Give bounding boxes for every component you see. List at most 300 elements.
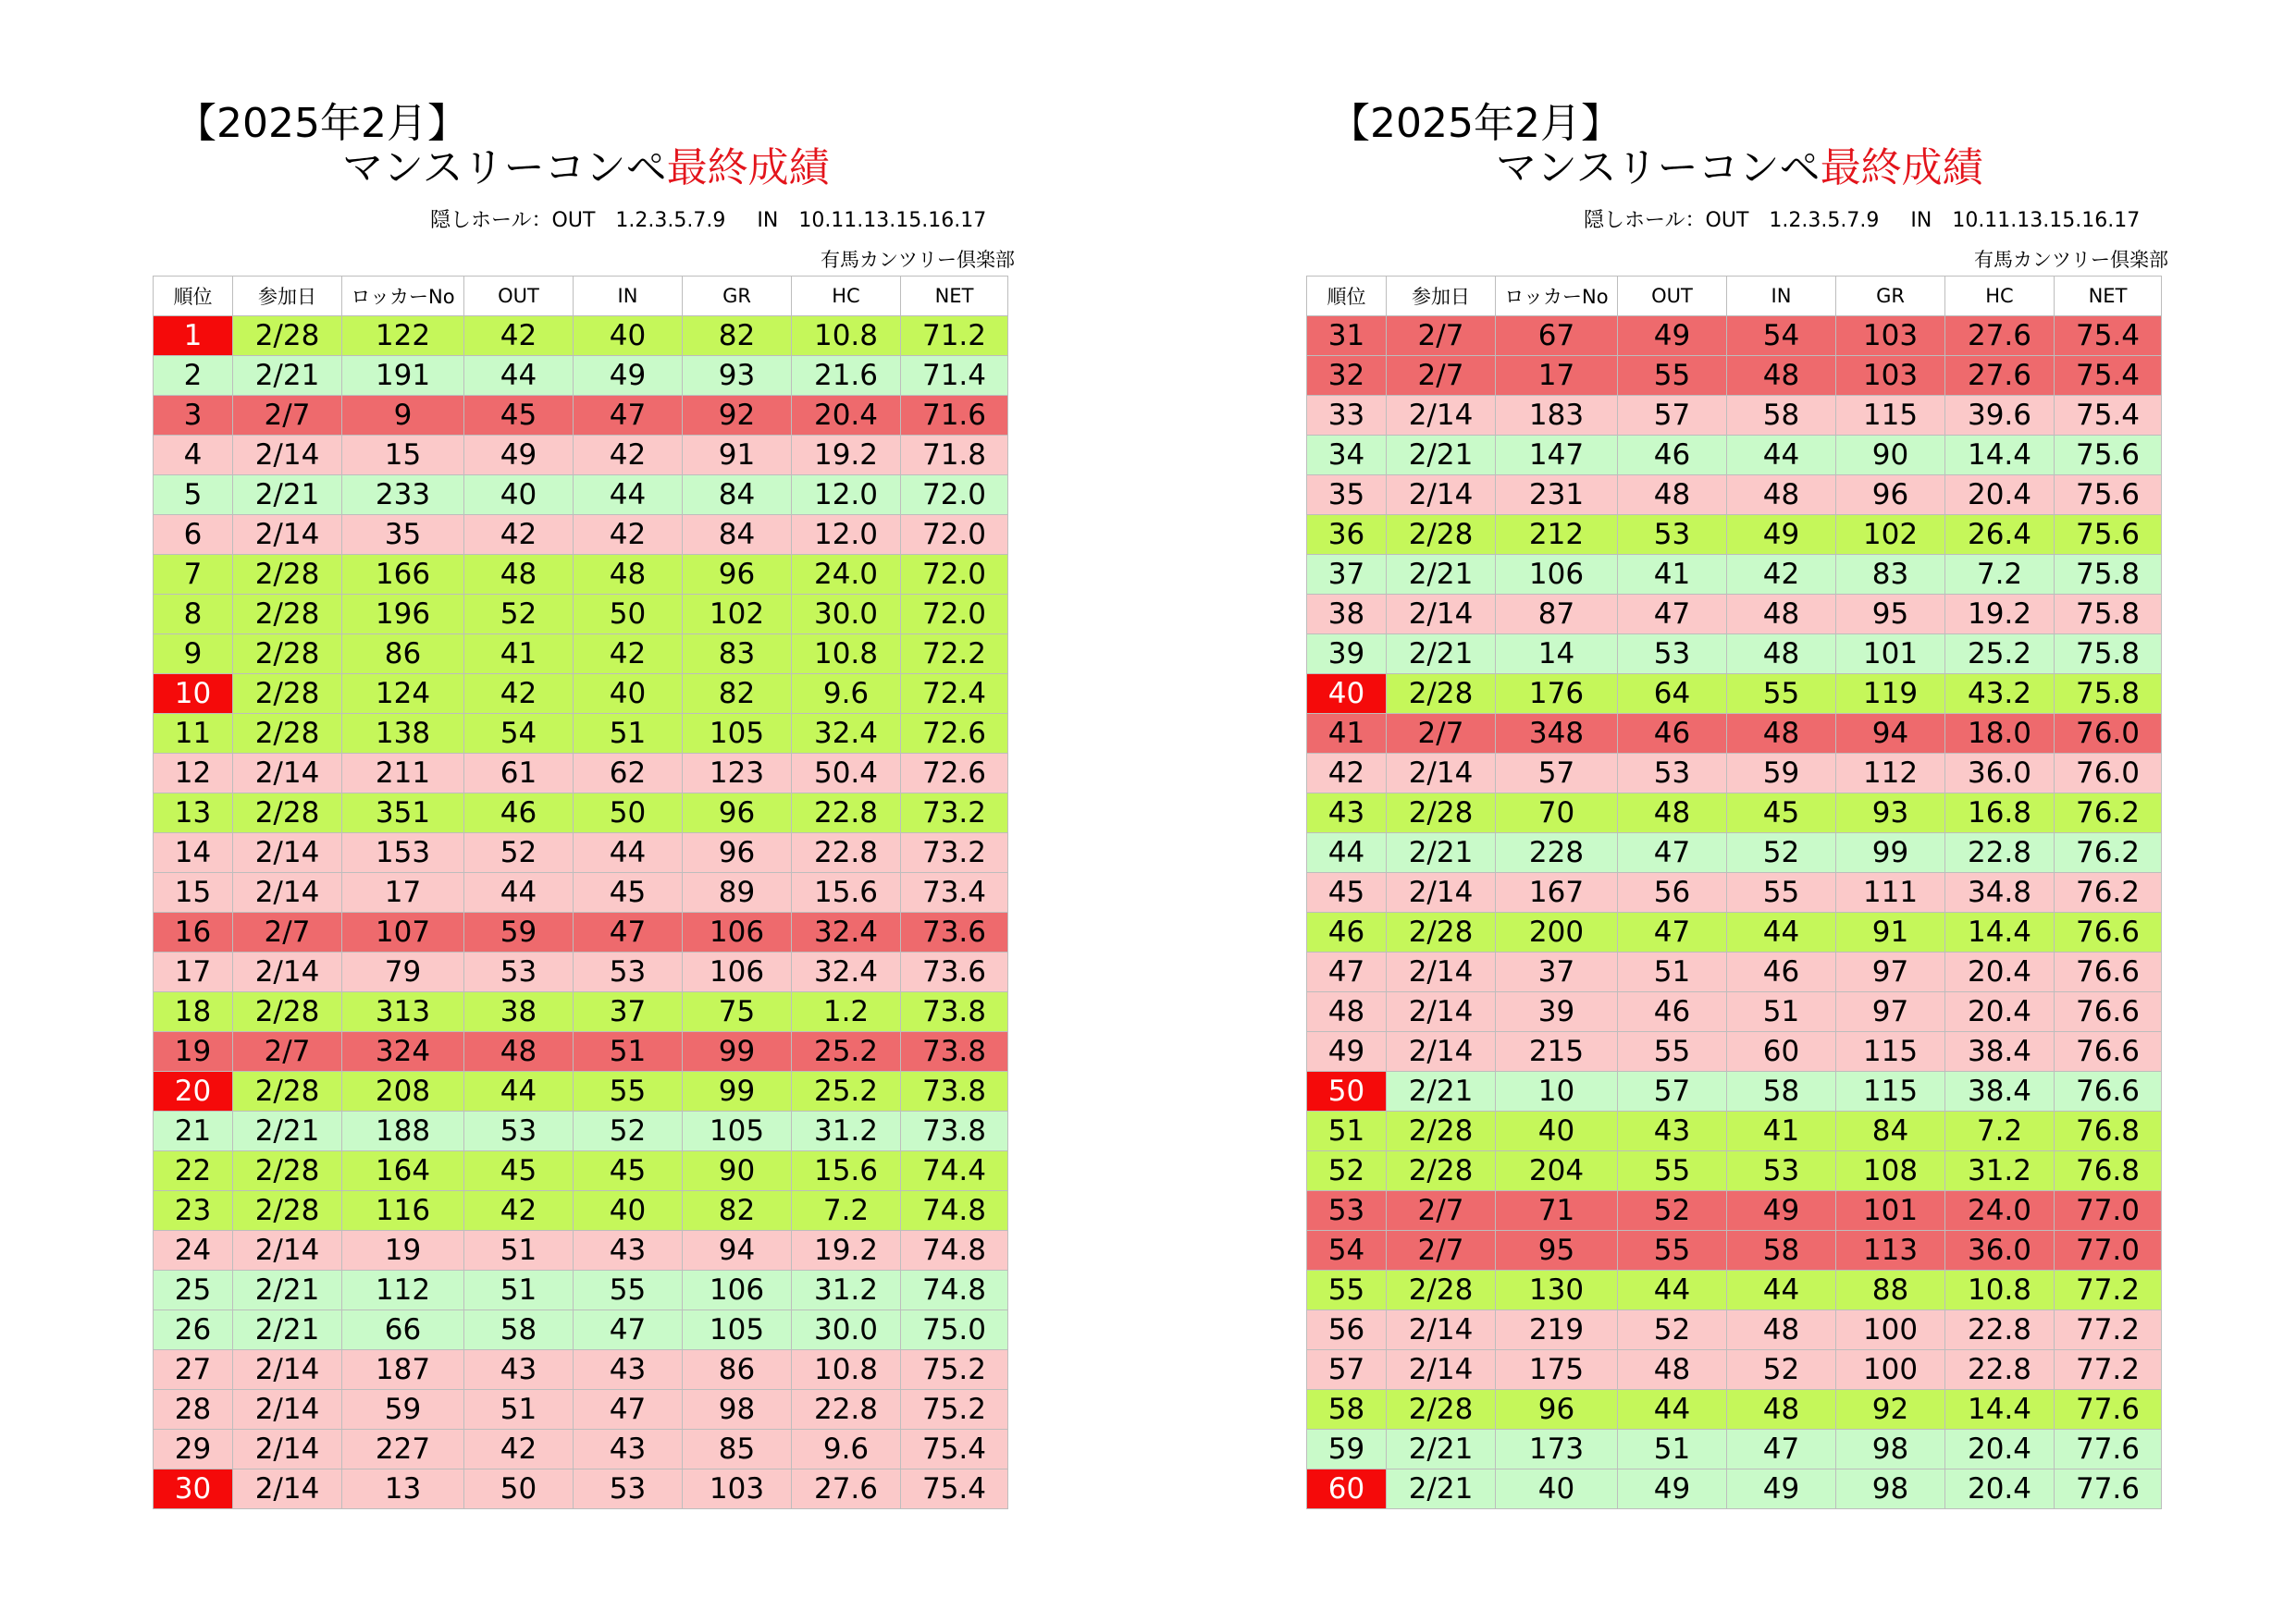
table-row bbox=[154, 1072, 1008, 1112]
cell-hc: 16.8 bbox=[1945, 793, 2055, 833]
cell-hc: 10.8 bbox=[792, 1350, 901, 1390]
cell-date: 2/21 bbox=[233, 1271, 342, 1310]
cell-net: 76.2 bbox=[2055, 833, 2162, 873]
cell-date: 2/28 bbox=[233, 555, 342, 595]
cell-rank: 52 bbox=[1307, 1151, 1387, 1191]
table-row bbox=[1307, 714, 2162, 754]
cell-in: 47 bbox=[1727, 1430, 1836, 1469]
table-row bbox=[1307, 1191, 2162, 1231]
cell-out: 56 bbox=[1618, 873, 1727, 913]
title-highlight: 最終成績 bbox=[666, 144, 830, 191]
cell-rank: 40 bbox=[1307, 674, 1387, 714]
cell-gr: 85 bbox=[683, 1430, 792, 1469]
table-row bbox=[1307, 1032, 2162, 1072]
cell-gr: 82 bbox=[683, 1191, 792, 1231]
cell-gr: 91 bbox=[683, 436, 792, 475]
cell-net: 76.6 bbox=[2055, 953, 2162, 992]
cell-gr: 115 bbox=[1836, 1032, 1945, 1072]
cell-date: 2/21 bbox=[1387, 833, 1496, 873]
cell-gr: 101 bbox=[1836, 634, 1945, 674]
cell-out: 42 bbox=[464, 674, 574, 714]
cell-hc: 7.2 bbox=[1945, 1112, 2055, 1151]
cell-date: 2/14 bbox=[233, 833, 342, 873]
cell-gr: 84 bbox=[1836, 1112, 1945, 1151]
cell-date: 2/7 bbox=[1387, 1231, 1496, 1271]
cell-gr: 106 bbox=[683, 953, 792, 992]
table-row bbox=[1307, 674, 2162, 714]
table-row bbox=[1307, 1112, 2162, 1151]
cell-gr: 83 bbox=[1836, 555, 1945, 595]
cell-rank: 36 bbox=[1307, 515, 1387, 555]
cell-net: 76.2 bbox=[2055, 873, 2162, 913]
cell-in: 55 bbox=[1727, 873, 1836, 913]
table-row bbox=[1307, 555, 2162, 595]
cell-hc: 30.0 bbox=[792, 1310, 901, 1350]
cell-hc: 34.8 bbox=[1945, 873, 2055, 913]
cell-hc: 22.8 bbox=[792, 1390, 901, 1430]
cell-rank: 49 bbox=[1307, 1032, 1387, 1072]
cell-rank: 4 bbox=[154, 436, 233, 475]
cell-rank: 3 bbox=[154, 396, 233, 436]
cell-in: 47 bbox=[574, 1310, 683, 1350]
cell-out: 50 bbox=[464, 1469, 574, 1509]
cell-hc: 18.0 bbox=[1945, 714, 2055, 754]
cell-out: 46 bbox=[1618, 436, 1727, 475]
cell-locker: 57 bbox=[1496, 754, 1618, 793]
cell-net: 75.4 bbox=[901, 1430, 1008, 1469]
cell-gr: 92 bbox=[1836, 1390, 1945, 1430]
table-row bbox=[154, 316, 1008, 356]
cell-date: 2/28 bbox=[1387, 1151, 1496, 1191]
title-text: マンスリーコンペ bbox=[342, 144, 667, 191]
cell-date: 2/14 bbox=[233, 1231, 342, 1271]
table-row bbox=[1307, 595, 2162, 634]
hidden-holes-in: IN 10.11.13.15.16.17 bbox=[1910, 209, 2141, 232]
cell-in: 40 bbox=[574, 674, 683, 714]
cell-gr: 92 bbox=[683, 396, 792, 436]
table-row bbox=[154, 953, 1008, 992]
cell-out: 61 bbox=[464, 754, 574, 793]
cell-in: 43 bbox=[574, 1430, 683, 1469]
cell-rank: 47 bbox=[1307, 953, 1387, 992]
cell-out: 53 bbox=[1618, 515, 1727, 555]
cell-hc: 1.2 bbox=[792, 992, 901, 1032]
cell-in: 44 bbox=[1727, 913, 1836, 953]
cell-locker: 219 bbox=[1496, 1310, 1618, 1350]
header-locker: ロッカーNo bbox=[342, 277, 464, 316]
cell-locker: 351 bbox=[342, 793, 464, 833]
cell-locker: 208 bbox=[342, 1072, 464, 1112]
cell-date: 2/28 bbox=[233, 595, 342, 634]
cell-gr: 89 bbox=[683, 873, 792, 913]
cell-net: 75.4 bbox=[2055, 356, 2162, 396]
cell-gr: 96 bbox=[1836, 475, 1945, 515]
cell-date: 2/14 bbox=[233, 1390, 342, 1430]
title-text: マンスリーコンペ bbox=[1496, 144, 1821, 191]
cell-hc: 22.8 bbox=[792, 793, 901, 833]
cell-out: 46 bbox=[464, 793, 574, 833]
cell-net: 77.2 bbox=[2055, 1271, 2162, 1310]
cell-gr: 98 bbox=[1836, 1469, 1945, 1509]
table-row bbox=[154, 1310, 1008, 1350]
cell-date: 2/14 bbox=[233, 515, 342, 555]
cell-in: 58 bbox=[1727, 1231, 1836, 1271]
cell-in: 51 bbox=[1727, 992, 1836, 1032]
cell-in: 55 bbox=[574, 1072, 683, 1112]
cell-in: 58 bbox=[1727, 1072, 1836, 1112]
cell-net: 72.4 bbox=[901, 674, 1008, 714]
cell-net: 72.0 bbox=[901, 555, 1008, 595]
cell-out: 46 bbox=[1618, 992, 1727, 1032]
cell-in: 44 bbox=[1727, 436, 1836, 475]
table-row bbox=[1307, 953, 2162, 992]
table-row bbox=[1307, 873, 2162, 913]
cell-rank: 14 bbox=[154, 833, 233, 873]
cell-gr: 113 bbox=[1836, 1231, 1945, 1271]
cell-net: 71.6 bbox=[901, 396, 1008, 436]
cell-locker: 116 bbox=[342, 1191, 464, 1231]
cell-locker: 313 bbox=[342, 992, 464, 1032]
cell-gr: 99 bbox=[1836, 833, 1945, 873]
cell-in: 49 bbox=[1727, 515, 1836, 555]
cell-date: 2/28 bbox=[1387, 793, 1496, 833]
cell-locker: 13 bbox=[342, 1469, 464, 1509]
cell-net: 72.0 bbox=[901, 595, 1008, 634]
cell-net: 72.0 bbox=[901, 515, 1008, 555]
cell-rank: 45 bbox=[1307, 873, 1387, 913]
table-row bbox=[1307, 1072, 2162, 1112]
cell-rank: 18 bbox=[154, 992, 233, 1032]
cell-gr: 97 bbox=[1836, 992, 1945, 1032]
cell-locker: 324 bbox=[342, 1032, 464, 1072]
cell-date: 2/14 bbox=[233, 1350, 342, 1390]
cell-out: 45 bbox=[464, 1151, 574, 1191]
cell-in: 44 bbox=[574, 475, 683, 515]
cell-date: 2/7 bbox=[1387, 1191, 1496, 1231]
cell-in: 54 bbox=[1727, 316, 1836, 356]
hidden-holes-info bbox=[430, 204, 986, 233]
results-panel-left bbox=[153, 0, 1041, 1623]
cell-net: 77.2 bbox=[2055, 1310, 2162, 1350]
table-row bbox=[154, 992, 1008, 1032]
cell-in: 47 bbox=[574, 1390, 683, 1430]
cell-rank: 5 bbox=[154, 475, 233, 515]
cell-locker: 9 bbox=[342, 396, 464, 436]
cell-net: 75.4 bbox=[2055, 316, 2162, 356]
cell-out: 49 bbox=[1618, 1469, 1727, 1509]
cell-net: 73.8 bbox=[901, 992, 1008, 1032]
cell-net: 76.0 bbox=[2055, 754, 2162, 793]
cell-in: 51 bbox=[574, 714, 683, 754]
cell-net: 76.8 bbox=[2055, 1151, 2162, 1191]
cell-rank: 48 bbox=[1307, 992, 1387, 1032]
header-locker: ロッカーNo bbox=[1496, 277, 1618, 316]
cell-out: 51 bbox=[464, 1231, 574, 1271]
cell-locker: 227 bbox=[342, 1430, 464, 1469]
header-hc: HC bbox=[1945, 277, 2055, 316]
table-row bbox=[1307, 356, 2162, 396]
table-row bbox=[1307, 913, 2162, 953]
cell-in: 52 bbox=[1727, 833, 1836, 873]
cell-net: 75.6 bbox=[2055, 436, 2162, 475]
table-row bbox=[154, 1151, 1008, 1191]
cell-locker: 96 bbox=[1496, 1390, 1618, 1430]
table-row bbox=[1307, 1231, 2162, 1271]
cell-hc: 19.2 bbox=[792, 1231, 901, 1271]
header-date: 参加日 bbox=[1387, 277, 1496, 316]
cell-gr: 105 bbox=[683, 714, 792, 754]
cell-hc: 10.8 bbox=[1945, 1271, 2055, 1310]
cell-net: 73.4 bbox=[901, 873, 1008, 913]
cell-gr: 96 bbox=[683, 555, 792, 595]
cell-net: 74.4 bbox=[901, 1151, 1008, 1191]
cell-rank: 27 bbox=[154, 1350, 233, 1390]
cell-in: 47 bbox=[574, 396, 683, 436]
cell-rank: 59 bbox=[1307, 1430, 1387, 1469]
cell-rank: 2 bbox=[154, 356, 233, 396]
table-row bbox=[1307, 793, 2162, 833]
cell-locker: 10 bbox=[1496, 1072, 1618, 1112]
cell-in: 47 bbox=[574, 913, 683, 953]
table-row bbox=[154, 515, 1008, 555]
cell-in: 51 bbox=[574, 1032, 683, 1072]
cell-rank: 6 bbox=[154, 515, 233, 555]
cell-out: 47 bbox=[1618, 913, 1727, 953]
cell-gr: 115 bbox=[1836, 396, 1945, 436]
cell-in: 50 bbox=[574, 793, 683, 833]
cell-net: 73.6 bbox=[901, 913, 1008, 953]
cell-locker: 167 bbox=[1496, 873, 1618, 913]
cell-gr: 94 bbox=[1836, 714, 1945, 754]
cell-in: 53 bbox=[574, 953, 683, 992]
cell-hc: 32.4 bbox=[792, 714, 901, 754]
cell-locker: 173 bbox=[1496, 1430, 1618, 1469]
cell-hc: 7.2 bbox=[792, 1191, 901, 1231]
cell-gr: 94 bbox=[683, 1231, 792, 1271]
cell-net: 71.2 bbox=[901, 316, 1008, 356]
cell-hc: 43.2 bbox=[1945, 674, 2055, 714]
cell-out: 55 bbox=[1618, 1231, 1727, 1271]
cell-hc: 21.6 bbox=[792, 356, 901, 396]
cell-gr: 102 bbox=[1836, 515, 1945, 555]
hidden-holes-in: IN 10.11.13.15.16.17 bbox=[757, 209, 987, 232]
club-name: 有馬カンツリー倶楽部 bbox=[1974, 249, 2168, 271]
cell-net: 75.2 bbox=[901, 1350, 1008, 1390]
table-row bbox=[154, 913, 1008, 953]
cell-hc: 30.0 bbox=[792, 595, 901, 634]
cell-in: 43 bbox=[574, 1231, 683, 1271]
table-row bbox=[154, 674, 1008, 714]
cell-out: 44 bbox=[464, 873, 574, 913]
cell-net: 73.2 bbox=[901, 833, 1008, 873]
cell-net: 74.8 bbox=[901, 1231, 1008, 1271]
cell-date: 2/14 bbox=[1387, 754, 1496, 793]
cell-out: 42 bbox=[464, 1191, 574, 1231]
cell-rank: 39 bbox=[1307, 634, 1387, 674]
cell-out: 54 bbox=[464, 714, 574, 754]
cell-locker: 14 bbox=[1496, 634, 1618, 674]
cell-out: 41 bbox=[464, 634, 574, 674]
header-net: NET bbox=[2055, 277, 2162, 316]
cell-locker: 86 bbox=[342, 634, 464, 674]
cell-net: 77.6 bbox=[2055, 1469, 2162, 1509]
cell-locker: 19 bbox=[342, 1231, 464, 1271]
cell-net: 75.6 bbox=[2055, 475, 2162, 515]
table-row bbox=[1307, 634, 2162, 674]
table-row bbox=[1307, 1350, 2162, 1390]
cell-hc: 36.0 bbox=[1945, 1231, 2055, 1271]
cell-out: 49 bbox=[464, 436, 574, 475]
cell-out: 51 bbox=[464, 1271, 574, 1310]
cell-out: 45 bbox=[464, 396, 574, 436]
cell-gr: 82 bbox=[683, 316, 792, 356]
table-row bbox=[1307, 1151, 2162, 1191]
cell-rank: 31 bbox=[1307, 316, 1387, 356]
cell-gr: 96 bbox=[683, 793, 792, 833]
cell-rank: 24 bbox=[154, 1231, 233, 1271]
cell-locker: 15 bbox=[342, 436, 464, 475]
cell-in: 48 bbox=[1727, 475, 1836, 515]
cell-hc: 32.4 bbox=[792, 953, 901, 992]
cell-locker: 348 bbox=[1496, 714, 1618, 754]
cell-rank: 9 bbox=[154, 634, 233, 674]
cell-date: 2/28 bbox=[1387, 1390, 1496, 1430]
cell-in: 50 bbox=[574, 595, 683, 634]
cell-net: 76.0 bbox=[2055, 714, 2162, 754]
cell-hc: 14.4 bbox=[1945, 913, 2055, 953]
cell-date: 2/28 bbox=[233, 674, 342, 714]
cell-out: 44 bbox=[464, 1072, 574, 1112]
cell-locker: 122 bbox=[342, 316, 464, 356]
cell-date: 2/28 bbox=[233, 714, 342, 754]
cell-gr: 106 bbox=[683, 913, 792, 953]
page-title-date: 【2025年2月】 bbox=[176, 100, 468, 147]
cell-in: 49 bbox=[574, 356, 683, 396]
cell-net: 72.2 bbox=[901, 634, 1008, 674]
cell-date: 2/21 bbox=[233, 475, 342, 515]
cell-rank: 57 bbox=[1307, 1350, 1387, 1390]
cell-net: 74.8 bbox=[901, 1191, 1008, 1231]
cell-hc: 32.4 bbox=[792, 913, 901, 953]
table-row bbox=[154, 793, 1008, 833]
cell-rank: 25 bbox=[154, 1271, 233, 1310]
cell-in: 52 bbox=[574, 1112, 683, 1151]
cell-in: 44 bbox=[574, 833, 683, 873]
hidden-holes-out: 隠しホール：OUT 1.2.3.5.7.9 bbox=[1584, 209, 1880, 232]
results-panel-right bbox=[1306, 0, 2194, 1623]
cell-hc: 20.4 bbox=[1945, 953, 2055, 992]
cell-in: 42 bbox=[574, 436, 683, 475]
cell-gr: 99 bbox=[683, 1032, 792, 1072]
header-gr: GR bbox=[683, 277, 792, 316]
cell-out: 48 bbox=[1618, 475, 1727, 515]
cell-hc: 22.8 bbox=[1945, 833, 2055, 873]
cell-out: 55 bbox=[1618, 1032, 1727, 1072]
cell-in: 55 bbox=[1727, 674, 1836, 714]
cell-in: 62 bbox=[574, 754, 683, 793]
cell-in: 59 bbox=[1727, 754, 1836, 793]
cell-gr: 90 bbox=[1836, 436, 1945, 475]
cell-rank: 50 bbox=[1307, 1072, 1387, 1112]
page-title-date: 【2025年2月】 bbox=[1329, 100, 1622, 147]
cell-gr: 100 bbox=[1836, 1310, 1945, 1350]
results-table bbox=[153, 276, 1008, 1509]
cell-date: 2/14 bbox=[233, 754, 342, 793]
cell-hc: 27.6 bbox=[1945, 356, 2055, 396]
cell-net: 76.6 bbox=[2055, 1072, 2162, 1112]
cell-net: 74.8 bbox=[901, 1271, 1008, 1310]
cell-date: 2/28 bbox=[233, 634, 342, 674]
cell-gr: 106 bbox=[683, 1271, 792, 1310]
cell-out: 57 bbox=[1618, 396, 1727, 436]
cell-locker: 67 bbox=[1496, 316, 1618, 356]
table-row bbox=[154, 595, 1008, 634]
cell-date: 2/7 bbox=[233, 913, 342, 953]
cell-out: 53 bbox=[464, 1112, 574, 1151]
cell-net: 77.6 bbox=[2055, 1390, 2162, 1430]
cell-hc: 38.4 bbox=[1945, 1032, 2055, 1072]
table-row bbox=[1307, 754, 2162, 793]
cell-hc: 7.2 bbox=[1945, 555, 2055, 595]
cell-locker: 37 bbox=[1496, 953, 1618, 992]
cell-locker: 196 bbox=[342, 595, 464, 634]
cell-hc: 50.4 bbox=[792, 754, 901, 793]
cell-in: 42 bbox=[574, 634, 683, 674]
cell-out: 52 bbox=[464, 595, 574, 634]
cell-out: 58 bbox=[464, 1310, 574, 1350]
cell-out: 55 bbox=[1618, 356, 1727, 396]
table-row bbox=[154, 555, 1008, 595]
cell-net: 73.2 bbox=[901, 793, 1008, 833]
cell-hc: 20.4 bbox=[1945, 1430, 2055, 1469]
hidden-holes-info bbox=[1584, 204, 2140, 233]
cell-out: 40 bbox=[464, 475, 574, 515]
table-row bbox=[154, 1112, 1008, 1151]
cell-net: 73.8 bbox=[901, 1072, 1008, 1112]
cell-locker: 39 bbox=[1496, 992, 1618, 1032]
cell-hc: 26.4 bbox=[1945, 515, 2055, 555]
table-row bbox=[154, 1430, 1008, 1469]
cell-locker: 200 bbox=[1496, 913, 1618, 953]
cell-rank: 35 bbox=[1307, 475, 1387, 515]
cell-out: 53 bbox=[1618, 754, 1727, 793]
cell-rank: 28 bbox=[154, 1390, 233, 1430]
cell-date: 2/21 bbox=[1387, 1430, 1496, 1469]
cell-in: 40 bbox=[574, 316, 683, 356]
cell-out: 53 bbox=[464, 953, 574, 992]
cell-locker: 35 bbox=[342, 515, 464, 555]
cell-date: 2/7 bbox=[233, 1032, 342, 1072]
table-row bbox=[154, 1350, 1008, 1390]
cell-out: 59 bbox=[464, 913, 574, 953]
cell-locker: 153 bbox=[342, 833, 464, 873]
cell-hc: 25.2 bbox=[1945, 634, 2055, 674]
cell-out: 51 bbox=[1618, 953, 1727, 992]
cell-hc: 19.2 bbox=[1945, 595, 2055, 634]
cell-hc: 25.2 bbox=[792, 1072, 901, 1112]
cell-locker: 164 bbox=[342, 1151, 464, 1191]
table-row bbox=[154, 475, 1008, 515]
cell-date: 2/28 bbox=[233, 992, 342, 1032]
cell-out: 47 bbox=[1618, 595, 1727, 634]
cell-date: 2/14 bbox=[233, 953, 342, 992]
cell-date: 2/7 bbox=[1387, 316, 1496, 356]
cell-rank: 29 bbox=[154, 1430, 233, 1469]
cell-net: 76.8 bbox=[2055, 1112, 2162, 1151]
cell-net: 72.6 bbox=[901, 714, 1008, 754]
cell-locker: 107 bbox=[342, 913, 464, 953]
cell-locker: 147 bbox=[1496, 436, 1618, 475]
